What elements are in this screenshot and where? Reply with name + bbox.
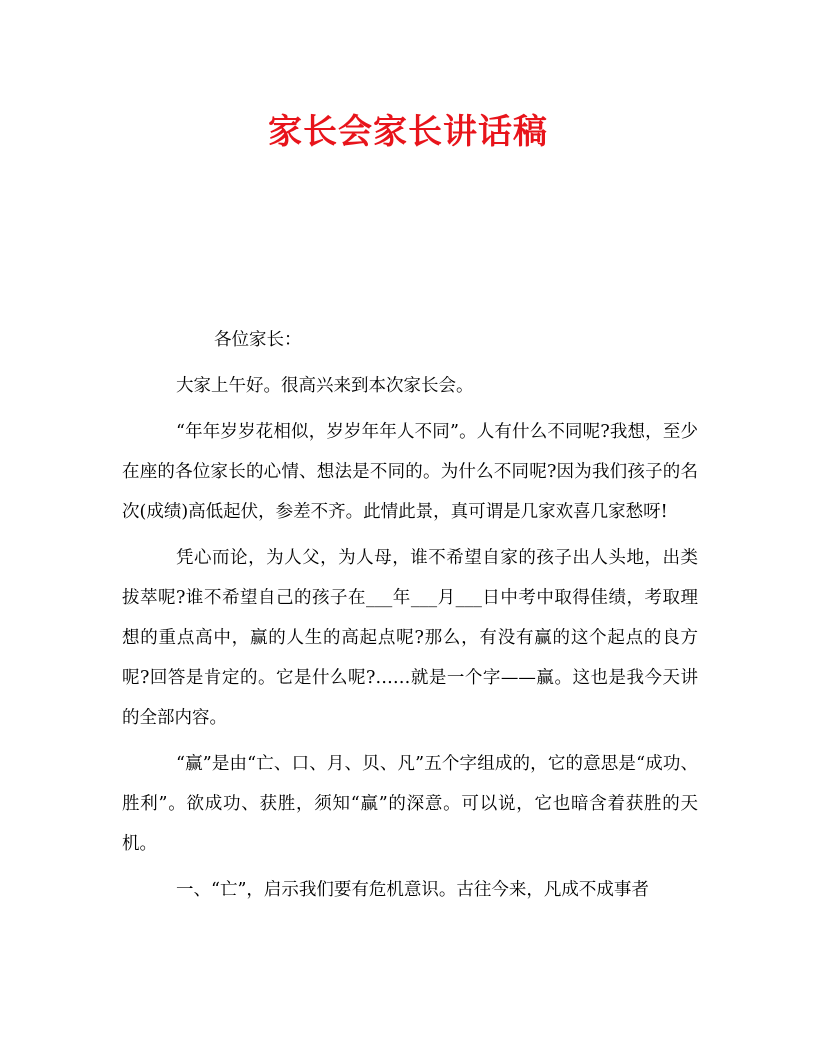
paragraph-4: 一、“亡”，启示我们要有危机意识。古往今来，凡成不成事者	[176, 880, 649, 900]
paragraph-3: “赢”是由“亡、口、月、贝、凡”五个字组成的，它的意思是“成功、胜利”。欲成功、获胜，须知“赢”的深意。可以说，它也暗含着获胜的天机。	[122, 754, 698, 854]
paragraph-greeting: 大家上午好。很高兴来到本次家长会。	[176, 376, 474, 396]
document-title: 家长会家长讲话稿	[268, 112, 548, 152]
salutation: 各位家长：	[214, 330, 302, 350]
paragraph-1: “年年岁岁花相似，岁岁年年人不同”。人有什么不同呢?我想，至少在座的各位家长的心情、想法是不同的。为什么不同呢?因为我们孩子的名次(成绩)高低起伏，参差不齐。此情此景，真可谓是几家欢喜几家愁呀!	[122, 422, 698, 522]
document-body	[122, 320, 698, 916]
paragraph-2: 凭心而论，为人父，为人母，谁不希望自家的孩子出人头地，出类拔萃呢?谁不希望自己的孩子在___年___月___日中考中取得佳绩，考取理想的重点高中，赢的人生的高起点呢?那么，有没有赢的这个起点的良方呢?回答是肯定的。它是什么呢?……就是一个字——赢。这也是我今天讲的全部内容。	[122, 548, 698, 728]
